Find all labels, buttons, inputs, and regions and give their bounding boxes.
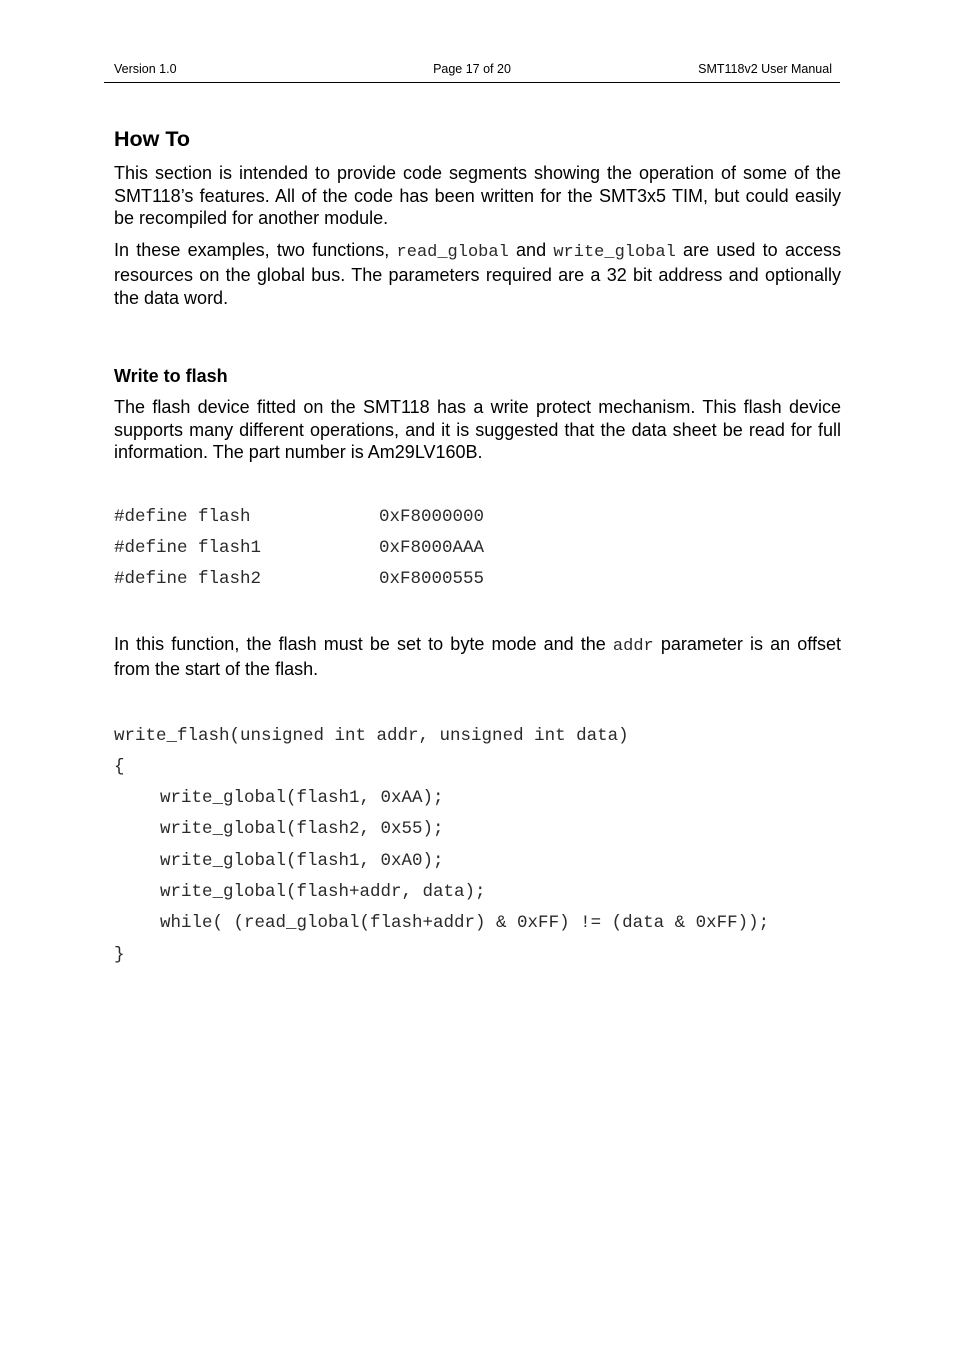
header-document-title: SMT118v2 User Manual [698,62,832,76]
code-line: write_global(flash1, 0xAA); [160,788,444,809]
code-block-write-flash [114,721,841,971]
header-page-number: Page 17 of 20 [433,62,511,76]
byte-mode-paragraph [114,633,841,681]
functions-text-2: and [508,239,554,260]
code-line: write_global(flash2, 0x55); [160,819,444,840]
page-content [114,126,841,971]
define-name: #define flash1 [114,537,262,558]
define-block [114,502,841,595]
functions-text-1: In these examples, two functions, [114,239,397,260]
code-line: write_global(flash1, 0xA0); [160,850,444,871]
page-header [104,60,840,83]
section-heading-write-to-flash: Write to flash [114,366,228,386]
header-version: Version 1.0 [114,62,177,76]
define-value: 0xF8000AAA [379,537,485,558]
define-row [114,564,841,595]
section-heading-how-to: How To [114,127,191,151]
define-name: #define flash2 [114,568,262,589]
define-row [114,533,841,564]
read-global-code: read_global [396,242,509,262]
define-value: 0xF8000555 [379,568,485,589]
flash-description-paragraph: The flash device fitted on the SMT118 has a write protect mechanism. This flash device supports many different operations, and it is suggested that the data sheet be read for full information. The part number is Am29LV160B. [114,397,841,462]
define-name: #define flash [114,506,251,527]
intro-paragraph: This section is intended to provide code segments showing the operation of some of the SMT118’s features. All of the code has been written for the SMT3x5 TIM, but could easily be recompiled for another module. [114,163,841,228]
define-row [114,502,841,533]
functions-paragraph [114,239,841,310]
addr-code: addr [612,636,654,656]
code-line: write_global(flash+addr, data); [160,881,486,902]
code-line-close-brace: } [114,944,125,965]
write-global-code: write_global [553,242,676,262]
code-line-open-brace: { [114,756,125,777]
functions-text-3: are used to access resources on the global bus. The parameters required are a 32 bit address and optionally the data word. [114,239,841,308]
code-line: while( (read_global(flash+addr) & 0xFF) != (data & 0xFF)); [160,913,770,934]
code-line-signature: write_flash(unsigned int addr, unsigned int data) [114,725,629,746]
byte-mode-text-1: In this function, the flash must be set to byte mode and the [114,633,613,654]
byte-mode-text-2: parameter is an offset from the start of the flash. [114,633,841,679]
define-value: 0xF8000000 [379,506,485,527]
